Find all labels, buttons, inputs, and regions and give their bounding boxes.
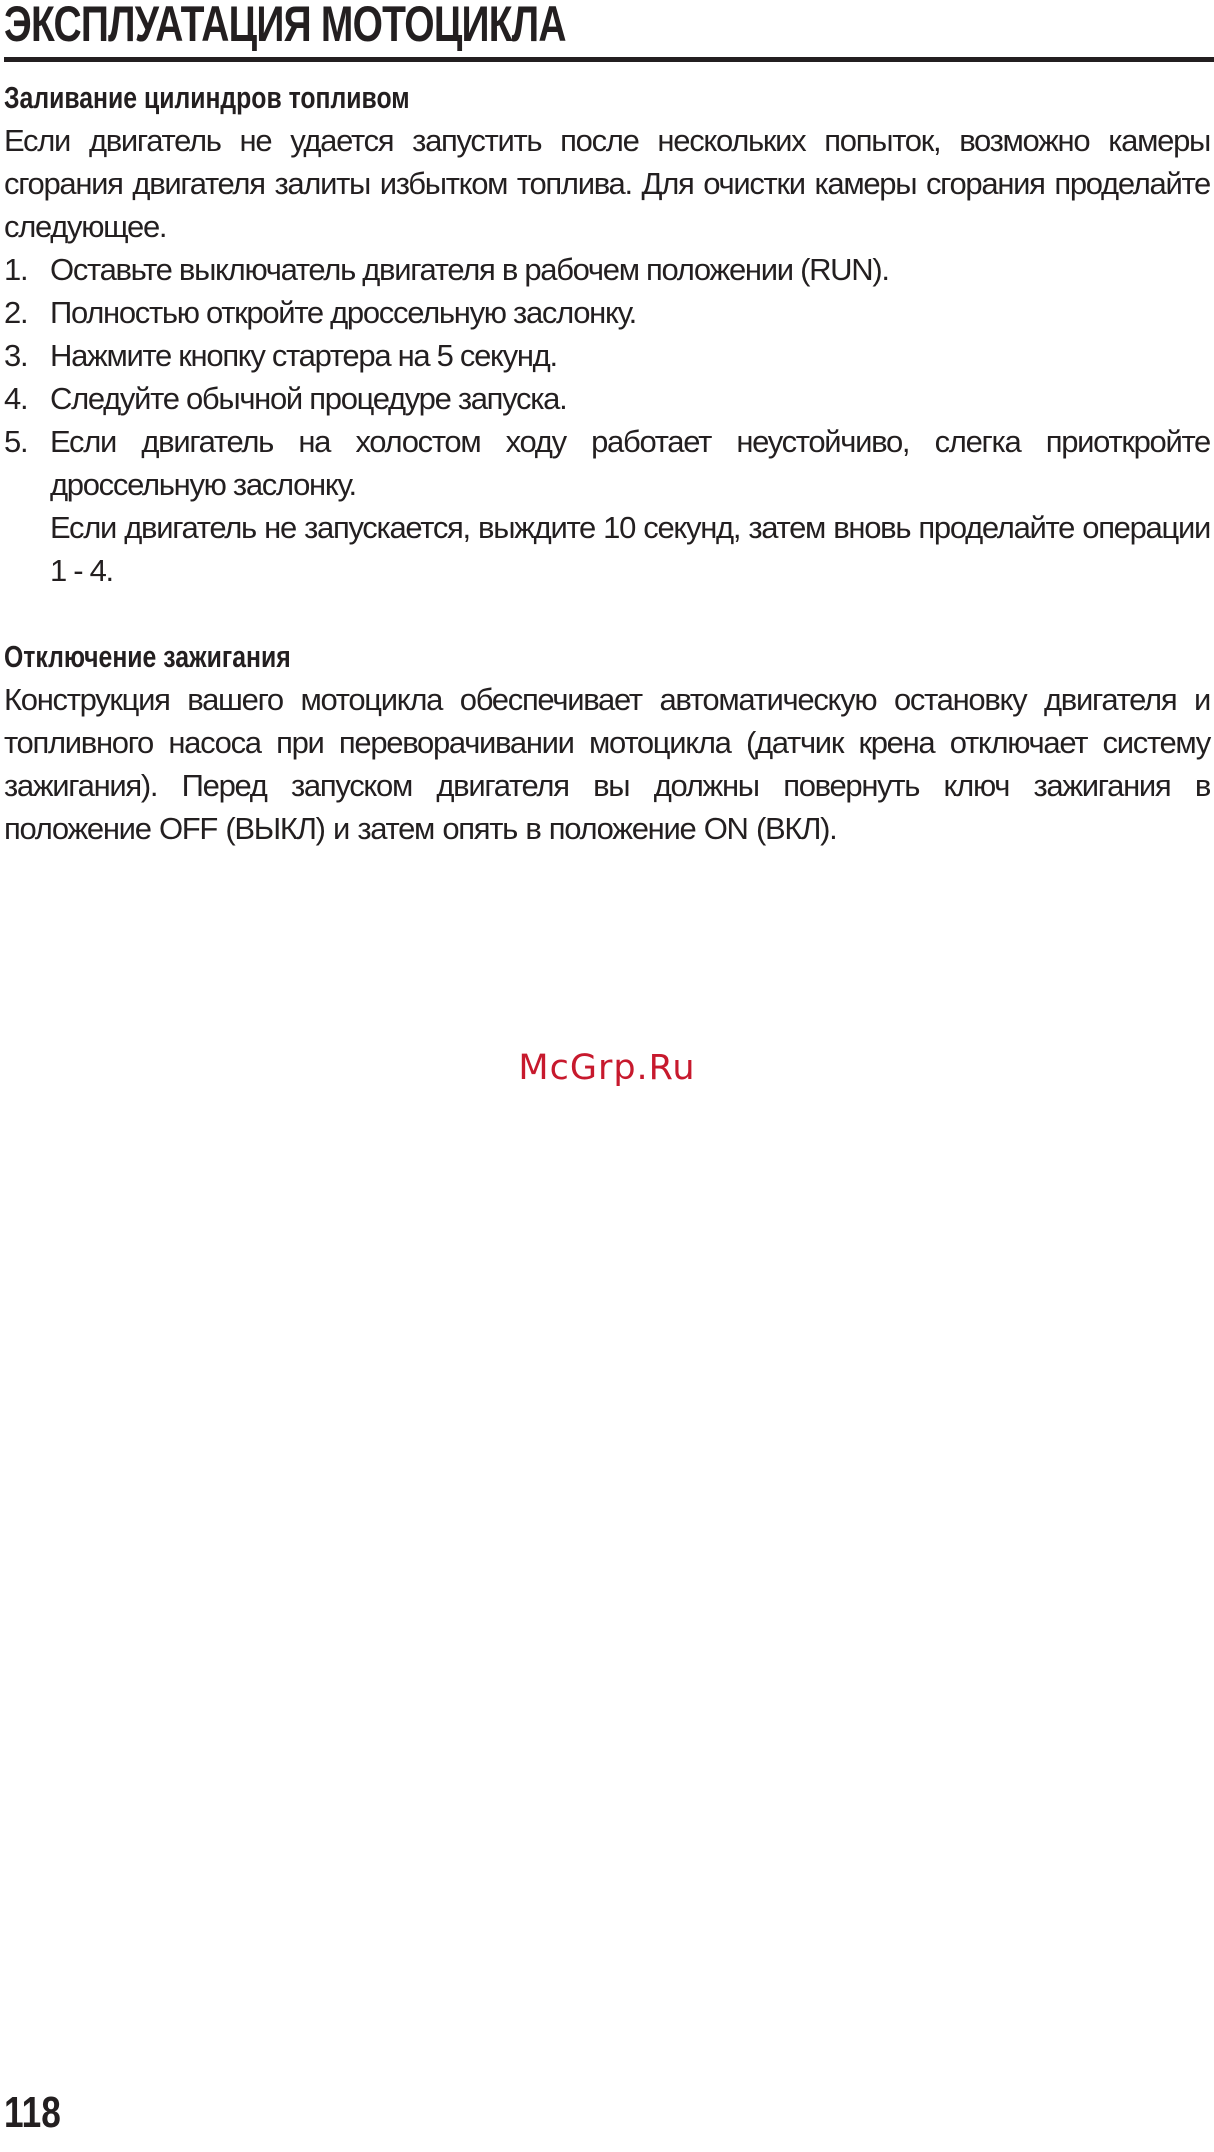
section-heading: Заливание цилиндров топливом xyxy=(4,80,410,115)
section-ignition-cutoff xyxy=(4,635,1210,850)
watermark: McGrp.Ru xyxy=(518,1048,696,1088)
page-header xyxy=(4,0,1214,62)
step-item xyxy=(4,291,1210,334)
step-item xyxy=(4,248,1210,291)
steps-list xyxy=(4,248,1210,592)
step-item xyxy=(4,377,1210,420)
page-title: ЭКСПЛУАТАЦИЯ МОТОЦИКЛА xyxy=(4,0,566,52)
step-number: 3. xyxy=(4,338,28,373)
section-body: Конструкция вашего мотоцикла обеспечивает автоматическую остановку двигателя и топливного насоса при переворачивании мотоцикла (датчик крена отключает систему зажигания). Перед запуском двигателя вы должны повернуть ключ зажигания в положение OFF (ВЫКЛ) и затем опять в положение ON (ВКЛ). xyxy=(4,682,1210,846)
step-number: 2. xyxy=(4,295,28,330)
step-number: 4. xyxy=(4,381,28,416)
step-text: Следуйте обычной процедуре запуска. xyxy=(50,381,567,416)
step-text: Если двигатель на холостом ходу работает неустойчиво, слегка приоткройте дроссельную заслонку. xyxy=(50,424,1210,502)
section-flooded-cylinders xyxy=(4,76,1210,592)
step-text: Оставьте выключатель двигателя в рабочем положении (RUN). xyxy=(50,252,889,287)
step-item xyxy=(4,334,1210,377)
step-item xyxy=(4,420,1210,592)
step-text: Полностью откройте дроссельную заслонку. xyxy=(50,295,636,330)
page-number: 118 xyxy=(4,2088,61,2137)
page-content xyxy=(4,76,1210,850)
step-number: 1. xyxy=(4,252,28,287)
step-note: Если двигатель не запускается, выждите 10 секунд, затем вновь проделайте операции 1 - 4. xyxy=(50,510,1210,588)
section-spacer xyxy=(4,592,1210,635)
section-intro: Если двигатель не удается запустить после нескольких попыток, возможно камеры сгорания двигателя залиты избытком топлива. Для очистки камеры сгорания проделайте следующее. xyxy=(4,123,1210,244)
step-number: 5. xyxy=(4,424,28,459)
section-heading: Отключение зажигания xyxy=(4,639,291,674)
step-text: Нажмите кнопку стартера на 5 секунд. xyxy=(50,338,557,373)
